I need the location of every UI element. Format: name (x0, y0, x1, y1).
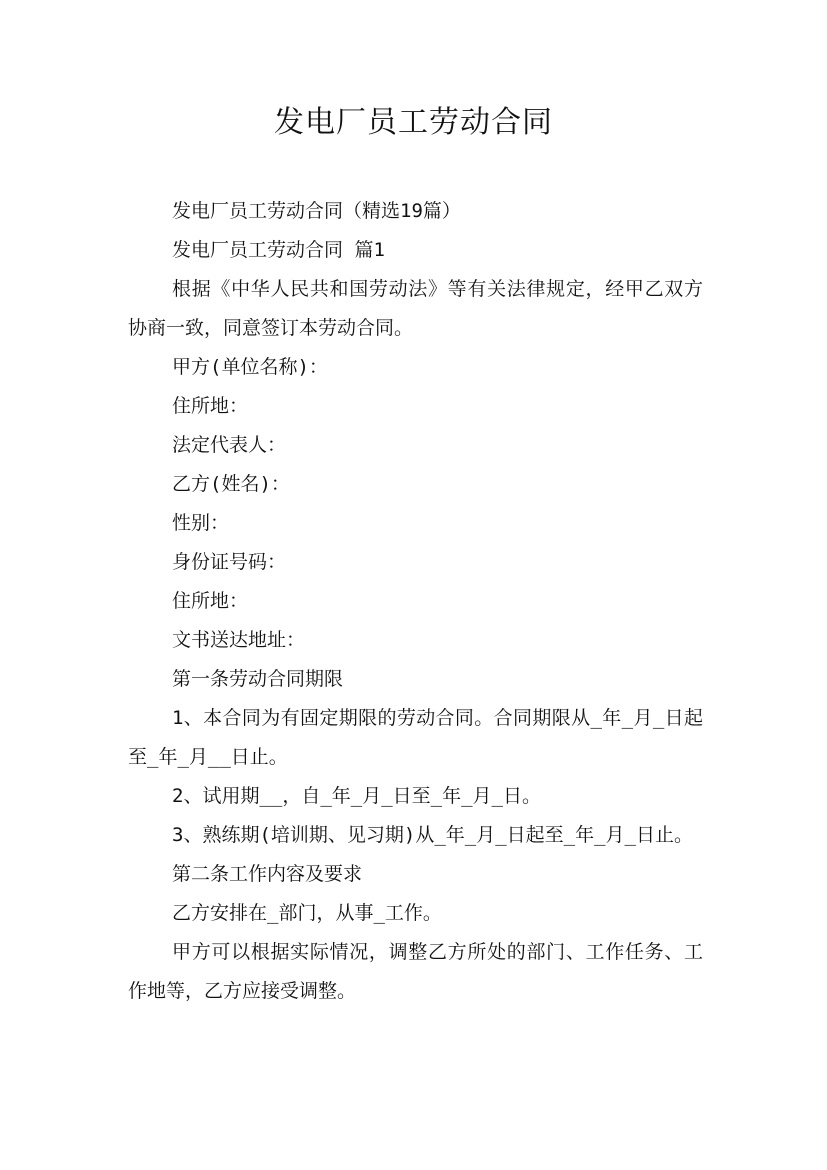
field-party-b-name: 乙方(姓名)： (172, 473, 290, 495)
article-2-clause-2: 甲方可以根据实际情况，调整乙方所处的部门、工作任务、工作地等，乙方应接受调整。 (128, 941, 703, 1002)
article-1-heading: 第一条劳动合同期限 (172, 668, 344, 690)
field-delivery-address: 文书送达地址： (172, 629, 306, 651)
field-legal-representative: 法定代表人： (172, 434, 287, 456)
article-1-clause-1: 1、本合同为有固定期限的劳动合同。合同期限从_年_月_日起至_年_月__日止。 (128, 707, 703, 768)
field-gender: 性别： (172, 512, 230, 534)
field-id-number: 身份证号码： (172, 551, 287, 573)
paragraph-subtitle: 发电厂员工劳动合同（精选19篇） (172, 200, 461, 222)
article-1-clause-2: 2、试用期__，自_年_月_日至_年_月_日。 (172, 785, 541, 807)
document-title: 发电厂员工劳动合同 (274, 105, 553, 140)
document-body (128, 192, 703, 1011)
field-party-a-address: 住所地： (172, 395, 249, 417)
article-1-clause-3: 3、熟练期(培训期、见习期)从_年_月_日起至_年_月_日止。 (172, 824, 693, 846)
article-2-clause-1: 乙方安排在_部门，从事_工作。 (172, 902, 442, 924)
paragraph-preamble: 根据《中华人民共和国劳动法》等有关法律规定，经甲乙双方协商一致，同意签订本劳动合同。 (128, 278, 703, 339)
field-party-a-name: 甲方(单位名称)： (172, 356, 328, 378)
article-2-heading: 第二条工作内容及要求 (172, 863, 363, 885)
paragraph-section-heading: 发电厂员工劳动合同 篇1 (172, 239, 385, 261)
field-party-b-address: 住所地： (172, 590, 249, 612)
